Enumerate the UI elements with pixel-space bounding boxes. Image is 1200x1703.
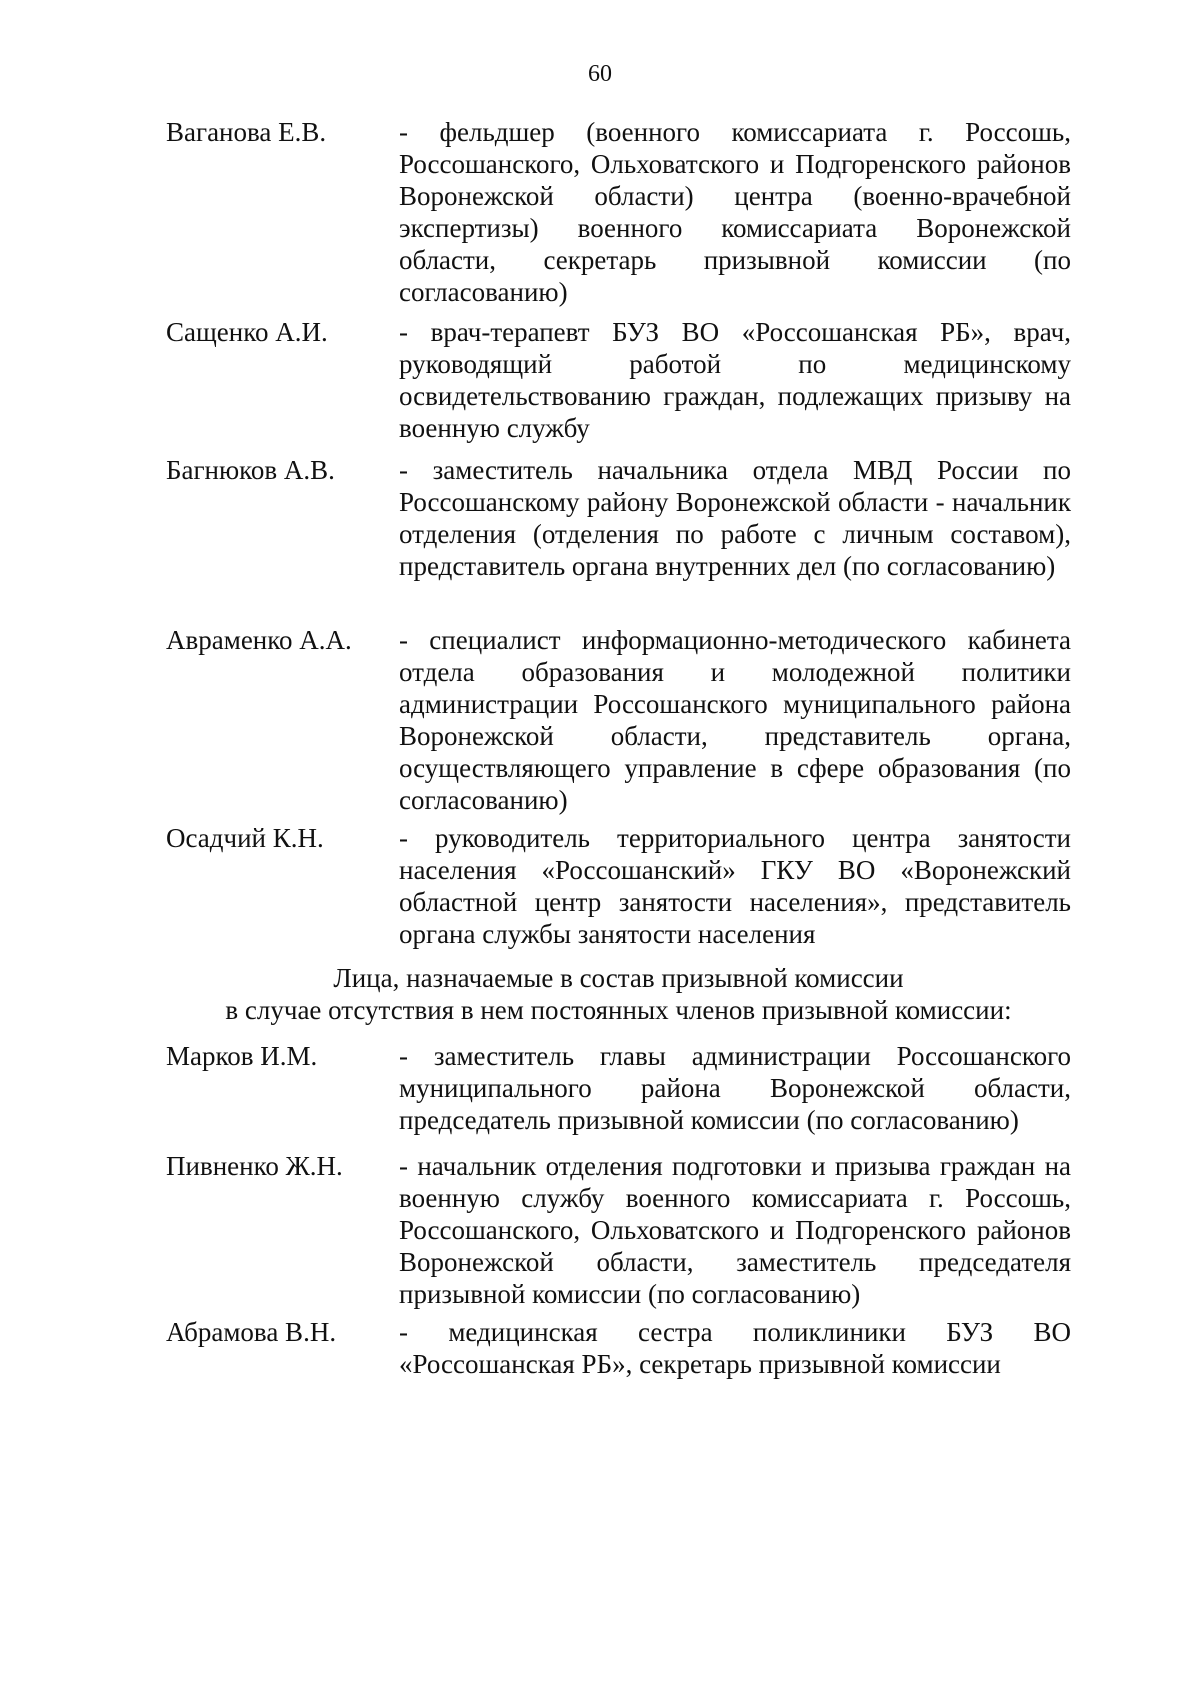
member-name: Ваганова Е.В. bbox=[166, 117, 327, 147]
member-name: Марков И.М. bbox=[166, 1041, 318, 1071]
member-name: Багнюков А.В. bbox=[166, 455, 335, 485]
member-name: Сащенко А.И. bbox=[166, 317, 328, 347]
section-heading-line: в случае отсутствия в нем постоянных членов призывной комиссии: bbox=[225, 995, 1012, 1025]
member-name: Авраменко А.А. bbox=[166, 625, 352, 655]
member-role: - врач-терапевт БУЗ ВО «Россошанская РБ», врач, руководящий работой по медицинскому освидетельствованию граждан, подлежащих призыву на военную службу bbox=[399, 317, 1071, 443]
member-role: - начальник отделения подготовки и призыва граждан на военную службу военного комиссариата г. Россошь, Россошанского, Ольховатского и Подгоренского районов Воронежской области, заместитель председателя призывной комиссии (по согласованию) bbox=[399, 1151, 1071, 1309]
member-name: Пивненко Ж.Н. bbox=[166, 1151, 343, 1181]
member-role: - фельдшер (военного комиссариата г. Россошь, Россошанского, Ольховатского и Подгоренского районов Воронежской области) центра (военно-врачебной экспертизы) военного комиссариата Воронежской области, секретарь призывной комиссии (по согласованию) bbox=[399, 117, 1071, 307]
member-role: - заместитель главы администрации Россошанского муниципального района Воронежской области, председатель призывной комиссии (по согласованию) bbox=[399, 1041, 1071, 1135]
member-role: - заместитель начальника отдела МВД России по Россошанскому району Воронежской области - начальник отделения (отделения по работе с личным составом), представитель органа внутренних дел (по согласованию) bbox=[399, 455, 1071, 581]
member-role: - медицинская сестра поликлиники БУЗ ВО «Россошанская РБ», секретарь призывной комиссии bbox=[399, 1317, 1071, 1379]
member-role: - руководитель территориального центра занятости населения «Россошанский» ГКУ ВО «Воронежский областной центр занятости населения», представитель органа службы занятости населения bbox=[399, 823, 1071, 949]
page-number: 60 bbox=[588, 61, 612, 87]
section-heading-line: Лица, назначаемые в состав призывной комиссии bbox=[333, 963, 904, 993]
section-heading bbox=[166, 962, 1071, 1026]
member-name: Осадчий К.Н. bbox=[166, 823, 324, 853]
member-name: Абрамова В.Н. bbox=[166, 1317, 337, 1347]
member-role: - специалист информационно-методического кабинета отдела образования и молодежной политики администрации Россошанского муниципального района Воронежской области, представитель органа, осуществляющего управление в сфере образования (по согласованию) bbox=[399, 625, 1071, 815]
